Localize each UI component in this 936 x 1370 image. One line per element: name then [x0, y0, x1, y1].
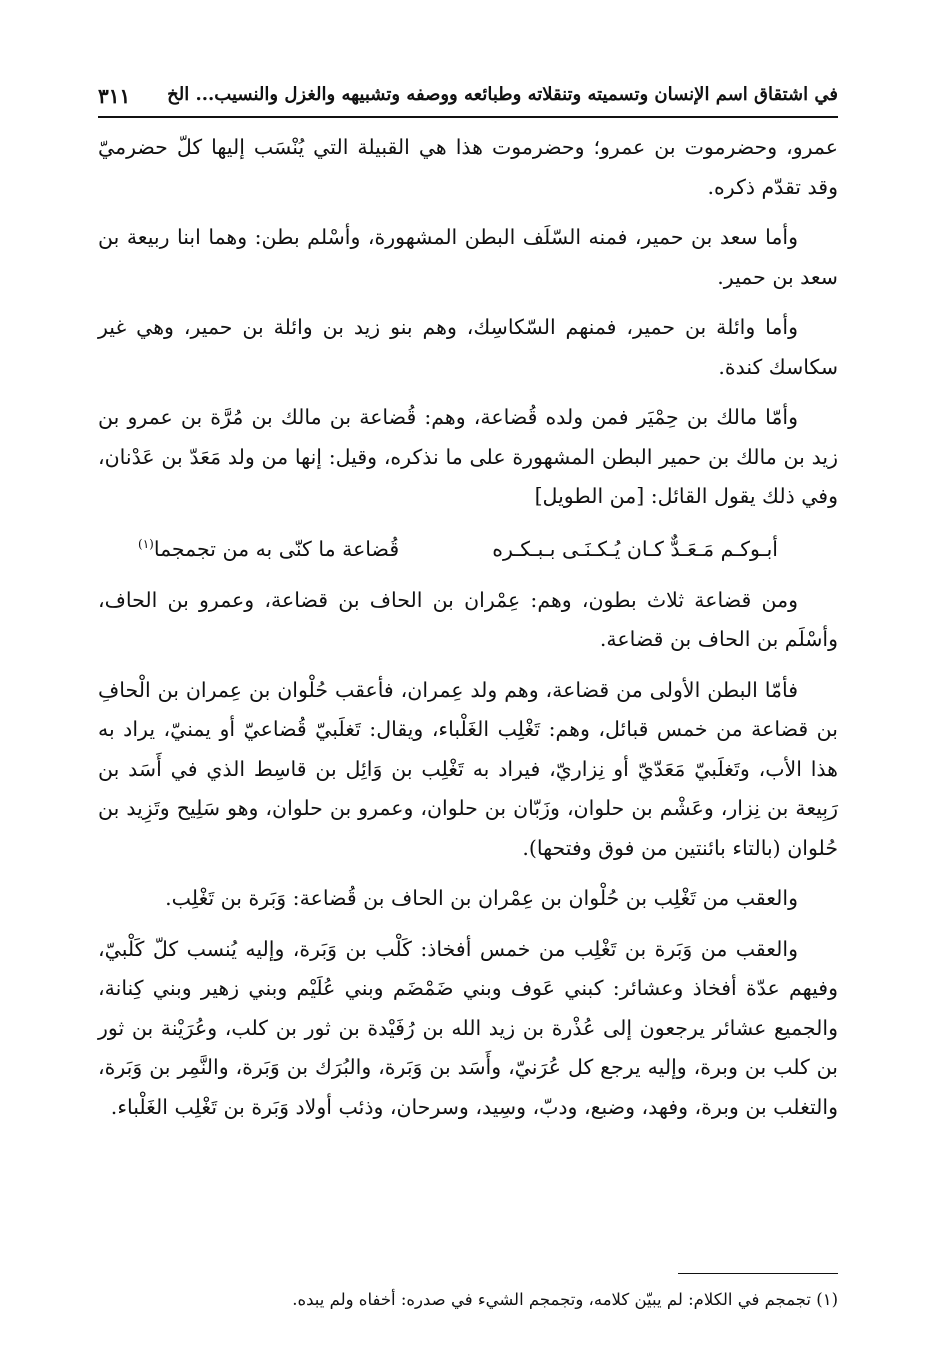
page-number: ٣١١ [98, 84, 131, 108]
verse-second-text: قُضاعة ما كنّى به من تجمجما [153, 536, 400, 561]
poetry-verse [98, 528, 838, 570]
running-title: في اشتقاق اسم الإنسان وتسميته وتنقلاته وطبائعه ووصفه وتشبيهه والغزل والنسيب... الخ [167, 84, 838, 105]
paragraph-4: وأمّا مالك بن حِمْيَر فمن ولده قُضاعة، وهم: قُضاعة بن مالك بن مُرَّة بن عمرو بن زيد بن مالك بن حمير البطن المشهورة على ما نذكره، وقيل: إنها من ولد مَعَدّ بن عَدْنان، وفي ذلك يقول القائل: [من الطويل] [98, 405, 838, 508]
verse-first-hemistich: أبـوكـم مَـعَـدٌّ كـان يُـكـنَـى بـبـكـره [492, 536, 778, 561]
footnote-text: تجمجم في الكلام: لم يبيّن كلامه، وتجمجم الشيء في صدره: أخفاه ولم يبده. [292, 1290, 811, 1309]
main-text [98, 128, 838, 1138]
paragraph-2: وأما سعد بن حمير، فمنه السّلَف البطن المشهورة، وأسْلم بطن: وهما ابنا ربيعة بن سعد بن حمير. [98, 225, 838, 289]
page-header [98, 80, 838, 118]
paragraph-8: والعقب من وَبَرة بن تَغْلِب من خمس أفخاذ: كَلْب بن وَبَرة، وإليه يُنسب كلّ كَلْبيّ، وفيهم عدّة أفخاذ وعشائر: كبني عَوف وبني ضَمْضَم وبني عُلَيْم وبني زهير وبني كِنانة، والجميع عشائر يرجعون إلى عُذْرة بن زيد الله بن رُفَيْدة بن ثور بن كلب، وعُرَيْنة بن ثور بن كلب بن وبرة، وإليه يرجع كل عُرَنيّ، وأَسَد بن وَبَرة، والبُرَك بن وَبَرة، والنَّمِر بن وَبَرة، والتغلب بن وبرة، وفهد، وضبع، ودبّ، وسِيد، وسرحان، وذئب أولاد وَبَرة بن تَغْلِب الغَلْباء. [98, 936, 838, 1119]
verse-second-hemistich [138, 528, 399, 570]
footnote-reference[interactable]: (١) [138, 536, 154, 551]
paragraph-1: عمرو، وحضرموت بن عمرو؛ وحضرموت هذا هي القبيلة التي يُنْسَب إليها كلّ حضرميّ وقد تقدّم ذكره. [98, 135, 838, 199]
footnote [98, 1286, 838, 1314]
footnote-separator [678, 1273, 838, 1274]
footnote-marker: (١) [816, 1290, 838, 1309]
paragraph-3: وأما وائلة بن حمير، فمنهم السّكاسِك، وهم بنو زيد بن وائلة بن حمير، وهي غير سكاسك كندة. [98, 315, 838, 379]
paragraph-5: ومن قضاعة ثلاث بطون، وهم: عِمْران بن الحاف بن قضاعة، وعمرو بن الحاف، وأسْلَم بن الحاف بن قضاعة. [98, 587, 838, 651]
paragraph-7: والعقب من تَغْلِب بن حُلْوان بن عِمْران بن الحاف بن قُضاعة: وَبَرة بن تَغْلِب. [165, 886, 798, 910]
paragraph-6: فأمّا البطن الأولى من قضاعة، وهم ولد عِمران، فأعقب حُلْوان بن عِمران بن الْحافِ بن قضاعة من خمس قبائل، وهم: تَغْلِب الغَلْباء، ويقال: تَغلَبيّ قُضاعيّ أو يمنيّ، يراد به هذا الأب، وتَغلَبيّ مَعَدّيّ أو نِزاريّ، فيراد به تَغْلِب بن وَائِل بن قاسِط الذي في أَسَد بن رَبِيعة بن نِزار، وعَشْم بن حلوان، وزَبّان بن حلوان، وعمرو بن حلوان، وهو سَلِيح وتَزِيد بن حُلوان (بالتاء بائنتين من فوق وفتحها). [98, 677, 838, 860]
